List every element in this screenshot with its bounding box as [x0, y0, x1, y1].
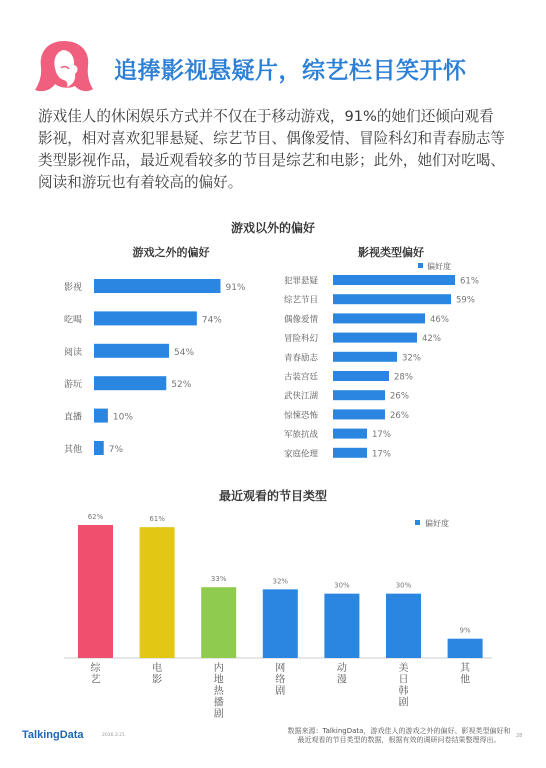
data-source-note: 数据来源：TalkingData，游戏佳人的游戏之外的偏好、影视类型偏好和最近观看的节目类型的数据，根据有效的调研问卷结果整理得出。: [287, 727, 511, 744]
recent-legend-label: 偏好度: [425, 519, 449, 528]
leisure-value-label: 7%: [108, 445, 124, 455]
recent-bar: [140, 527, 175, 658]
genre-category-label: 古装宫廷: [284, 372, 319, 383]
leisure-category-label: 其他: [64, 445, 83, 455]
section-title: 游戏以外的偏好: [230, 221, 316, 235]
leisure-value-label: 54%: [174, 347, 195, 358]
page-title: 追捧影视悬疑片，综艺栏目笑开怀: [114, 58, 467, 84]
leisure-value-label: 74%: [201, 315, 222, 326]
leisure-chart-title: 游戏之外的偏好: [132, 246, 210, 259]
genre-legend-label: 偏好度: [427, 262, 451, 271]
genre-category-label: 偶像爱情: [284, 314, 319, 325]
recent-bar: [78, 525, 113, 658]
genre-category-label: 家庭伦理: [284, 449, 319, 460]
talkingdata-logo: TalkingData: [22, 729, 84, 741]
recent-chart-title: 最近观看的节目类型: [218, 489, 328, 503]
genre-value-label: 17%: [372, 430, 391, 441]
recent-category-label: 其他: [460, 663, 471, 686]
recent-value-label: 62%: [87, 513, 104, 521]
genre-value-label: 28%: [394, 372, 413, 383]
genre-category-label: 武侠江湖: [284, 391, 319, 402]
genre-category-label: 青春励志: [284, 353, 319, 364]
recent-legend-swatch: [415, 520, 420, 525]
recent-category-label: 动漫: [336, 663, 347, 686]
recent-value-label: 30%: [334, 581, 350, 590]
recent-category-label: 电影: [152, 663, 163, 686]
recent-category-label: 内地热播剧: [213, 663, 224, 720]
leisure-category-label: 阅读: [64, 347, 83, 358]
recent-value-label: 9%: [459, 626, 471, 635]
genre-value-label: 59%: [456, 295, 475, 306]
genre-value-label: 26%: [390, 410, 409, 421]
footer-date: 2016.3.21: [102, 733, 125, 738]
genre-value-label: 61%: [460, 276, 479, 287]
genre-category-label: 犯罪悬疑: [284, 276, 319, 287]
recent-bar: [324, 594, 359, 658]
genre-category-label: 军旅抗战: [284, 430, 319, 441]
recent-category-label: 综艺: [90, 663, 101, 686]
genre-value-label: 42%: [422, 334, 441, 345]
leisure-value-label: 91%: [225, 283, 246, 293]
genre-category-label: 综艺节目: [284, 295, 319, 306]
genre-category-label: 惊悚恐怖: [284, 410, 319, 421]
leisure-category-label: 直播: [64, 412, 83, 423]
recent-value-label: 32%: [272, 577, 289, 586]
genre-value-label: 26%: [390, 391, 409, 402]
genre-value-label: 17%: [372, 449, 391, 460]
recent-category-label: 美日韩剧: [398, 663, 409, 709]
recent-value-label: 33%: [210, 575, 227, 584]
genre-category-label: 冒险科幻: [284, 334, 319, 345]
recent-bar: [386, 594, 421, 658]
leisure-category-label: 游玩: [64, 380, 83, 391]
intro-paragraph: 游戏佳人的休闲娱乐方式并不仅在于移动游戏，91%的她们还倾向观看影视，相对喜欢犯罪悬疑、综艺节目、偶像爱情、冒险科幻和青春励志等类型影视作品，最近观看较多的节目是综艺和电影；此外，她们对吃喝、阅读和游玩也有着较高的偏好。: [38, 108, 506, 191]
recent-bar: [201, 587, 236, 658]
recent-value-label: 30%: [395, 581, 412, 590]
leisure-value-label: 10%: [112, 412, 133, 423]
genre-chart-title: 影视类型偏好: [358, 246, 424, 259]
recent-category-label: 网络剧: [275, 663, 286, 697]
recent-bar: [448, 639, 483, 658]
recent-bar: [263, 589, 298, 658]
genre-value-label: 32%: [402, 353, 421, 364]
page-number: 28: [516, 733, 523, 739]
leisure-category-label: 吃喝: [64, 315, 83, 326]
genre-value-label: 46%: [430, 314, 449, 325]
leisure-value-label: 52%: [171, 380, 192, 391]
recent-value-label: 61%: [149, 515, 165, 524]
leisure-category-label: 影视: [64, 283, 83, 293]
